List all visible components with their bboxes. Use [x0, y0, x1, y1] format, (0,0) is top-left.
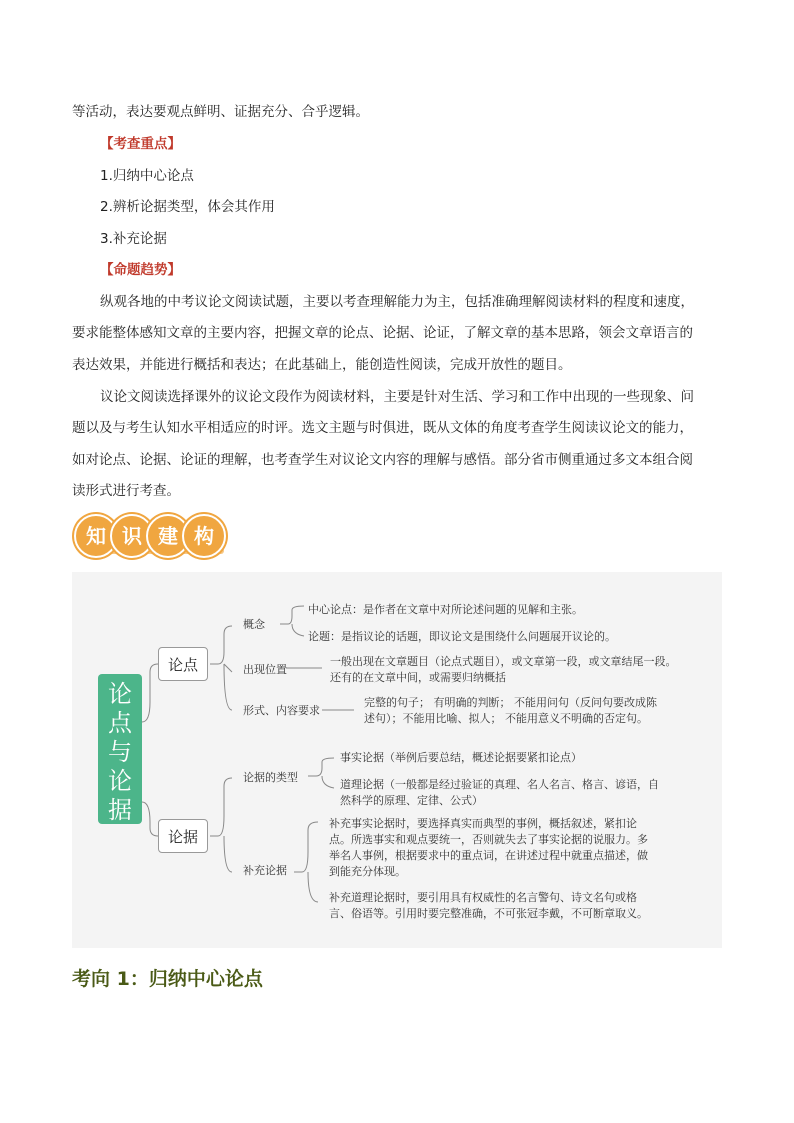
- supplement-fact: 举名人事例，根据要求中的重点词，在讲述过程中就重点描述，做: [329, 849, 648, 862]
- focus-item: 3.补充论据: [100, 231, 167, 247]
- node-lunju: 论据: [158, 819, 208, 853]
- root-node: [98, 674, 142, 824]
- banner-char: 知: [74, 514, 118, 558]
- reason-evidence: 然科学的原理、定律、公式）: [340, 794, 483, 807]
- section-heading: 考向 1：归纳中心论点: [72, 968, 263, 990]
- supplement-reason: 言、俗语等。引用时要完整准确，不可张冠李戴，不可断章取义。: [329, 907, 648, 920]
- trend-paragraph-line: 要求能整体感知文章的主要内容，把握文章的论点、论据、论证，了解文章的基本思路，领会文章语言的: [72, 325, 693, 341]
- focus-item: 1.归纳中心论点: [100, 168, 194, 184]
- banner-char: 识: [110, 514, 154, 558]
- root-char: 论: [108, 680, 132, 708]
- position-text: 还有的在文章中间，或需要归纳概括: [330, 671, 506, 684]
- trend-paragraph-line: 纵观各地的中考议论文阅读试题，主要以考查理解能力为主，包括准确理解阅读材料的程度和速度，: [100, 294, 694, 310]
- trend-paragraph-line: 读形式进行考查。: [72, 483, 180, 499]
- branch-evidence-types: 论据的类型: [243, 771, 298, 784]
- mind-map: [72, 572, 722, 948]
- concept-main-thesis: 中心论点：是作者在文章中对所论述问题的见解和主张。: [308, 603, 583, 616]
- branch-form: 形式、内容要求: [243, 704, 320, 717]
- fact-evidence: 事实论据（举例后要总结，概述论据要紧扣论点）: [340, 751, 582, 764]
- trend-tag: 【命题趋势】: [100, 262, 181, 278]
- supplement-reason: 补充道理论据时，要引用具有权威性的名言警句、诗文名句或格: [329, 891, 637, 904]
- supplement-fact: 点。所选事实和观点要统一，否则就失去了事实论据的说服力。多: [329, 833, 648, 846]
- focus-item: 2.辨析论据类型，体会其作用: [100, 199, 275, 215]
- focus-tag: 【考查重点】: [100, 136, 181, 152]
- intro-line: 等活动，表达要观点鲜明、证据充分、合乎逻辑。: [72, 104, 369, 120]
- position-text: 一般出现在文章题目（论点式题目），或文章第一段，或文章结尾一段。: [330, 655, 677, 668]
- supplement-fact: 到能充分体现。: [329, 865, 406, 878]
- trend-paragraph-line: 如对论点、论据、论证的理解，也考查学生对议论文内容的理解与感悟。部分省市侧重通过多文本组合阅: [72, 452, 693, 468]
- root-char: 点: [108, 709, 132, 737]
- banner-char: 建: [146, 514, 190, 558]
- trend-paragraph-line: 议论文阅读选择课外的议论文段作为阅读材料，主要是针对生活、学习和工作中出现的一些现象、问: [100, 389, 694, 405]
- form-text: 述句）；不能用比喻、拟人； 不能用意义不明确的否定句。: [364, 712, 648, 725]
- reason-evidence: 道理论据（一般都是经过验证的真理、名人名言、格言、谚语，自: [340, 778, 659, 791]
- concept-topic: 论题：是指议论的话题，即议论文是围绕什么问题展开议论的。: [308, 630, 616, 643]
- trend-paragraph-line: 表达效果，并能进行概括和表达；在此基础上，能创造性阅读，完成开放性的题目。: [72, 357, 572, 373]
- branch-position: 出现位置: [243, 663, 287, 676]
- root-char: 据: [108, 796, 132, 824]
- supplement-fact: 补充事实论据时，要选择真实而典型的事例，概括叙述，紧扣论: [329, 817, 637, 830]
- banner-char: 构: [182, 514, 226, 558]
- branch-concept: 概念: [243, 618, 265, 631]
- node-lundian: 论点: [158, 647, 208, 681]
- knowledge-banner: [74, 514, 220, 556]
- trend-paragraph-line: 题以及与考生认知水平相适应的时评。选文主题与时俱进，既从文体的角度考查学生阅读议论文的能力，: [72, 420, 693, 436]
- root-char: 与: [108, 738, 132, 766]
- form-text: 完整的句子； 有明确的判断； 不能用问句（反问句要改成陈: [364, 696, 657, 709]
- root-char: 论: [108, 767, 132, 795]
- branch-supplement: 补充论据: [243, 864, 287, 877]
